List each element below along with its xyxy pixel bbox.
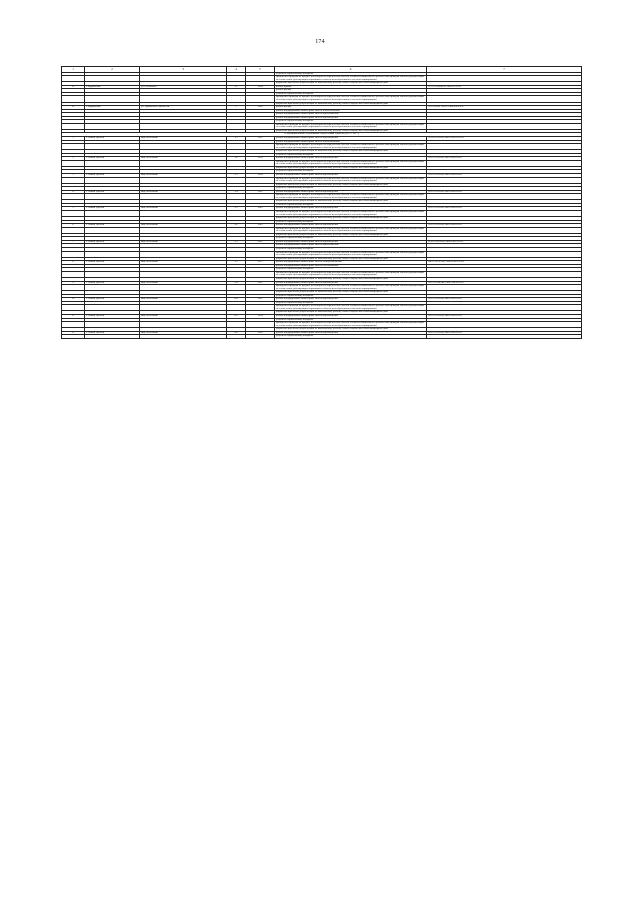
street-cell: мкр. Восточный bbox=[140, 331, 227, 335]
work-cell: проведение проверки на предмет достоверности определения сметной стоимости капитального ремонта или проверки сметной документации на соответствие действующим нормативам в области ценообразования в сметном нормировании bbox=[275, 305, 427, 311]
year-cell: 2015 bbox=[246, 261, 275, 265]
street-cell: мкр. Восточный bbox=[140, 240, 227, 244]
code-cell: П-5-5-(Ш)-ГП-ПП-СЖБ-6-0-0-0-0 bbox=[427, 106, 582, 110]
year-cell: 1993 bbox=[246, 136, 275, 140]
street-cell: мкр. Восточный bbox=[140, 190, 227, 194]
row-number: 22 bbox=[62, 85, 85, 89]
house-cell: 8/5 bbox=[227, 314, 246, 318]
year-cell: 1989 bbox=[246, 207, 275, 211]
year-cell: 1994 bbox=[246, 85, 275, 89]
work-cell: проведение проверки на предмет достоверности определения сметной стоимости капитального ремонта или проверки сметной документации на соответствие действующим нормативам в области ценообразования в сметном нормировании bbox=[275, 211, 427, 217]
code-cell: П-9-2-П-8-ПЦ-СЖБ-2/М-0-0-0-0 bbox=[427, 314, 582, 318]
work-cell: ремонт внутридомовых инженерных систем водоотведения bbox=[275, 240, 427, 244]
work-cell: проведение проверки на предмет достоверности определения сметной стоимости капитального ремонта или проверки сметной документации на соответствие действующим нормативам в области ценообразования в сметном нормировании bbox=[275, 322, 427, 328]
work-cell: ремонт внутридомовых инженерных систем газоснабжения bbox=[275, 264, 427, 268]
city-cell: г. Новый Уренгой bbox=[85, 281, 140, 285]
street-cell: мкр. Восточный bbox=[140, 136, 227, 140]
row-number: 6 bbox=[62, 224, 85, 228]
work-cell: услуги по строительному контролю bbox=[275, 120, 427, 124]
work-cell: проведение проверки на предмет достоверности определения сметной стоимости капитального ремонта или проверки сметной документации на соответствие действующим нормативам в области ценообразования в сметном нормировании bbox=[275, 285, 427, 291]
city-cell: г. Новый Уренгой bbox=[85, 157, 140, 161]
work-cell: услуги по строительному контролю bbox=[275, 170, 427, 174]
work-cell: услуги по строительному контролю bbox=[275, 248, 427, 252]
house-cell: 3/5 bbox=[227, 261, 246, 265]
year-cell: 1994 bbox=[246, 174, 275, 178]
house-cell: 1/3 bbox=[227, 136, 246, 140]
city-cell: г. Новый Уренгой bbox=[85, 240, 140, 244]
code-cell: П-9-2-П-8-ПЦ-СЖБ-2/М-0-0-0-0 bbox=[427, 224, 582, 228]
city-cell: г. Новый Уренгой bbox=[85, 314, 140, 318]
code-cell: П-9-1-П-9м-ПЦ-СЖБ-3/М-0-0-0-0 bbox=[427, 281, 582, 285]
city-cell: г. Новый Уренгой bbox=[85, 298, 140, 302]
street-cell: ул. Украинских строителей bbox=[140, 106, 227, 110]
work-cell: ремонт внутридомовых инженерных систем водоотведения bbox=[275, 190, 427, 194]
year-cell: 1996 bbox=[246, 106, 275, 110]
header-cell: 2 bbox=[85, 67, 140, 73]
work-cell: разработка проектной документации на капитальному ремонту общего имущества в многоквартирном доме bbox=[275, 150, 427, 154]
street-cell: ул. Российская bbox=[140, 85, 227, 89]
row-number bbox=[62, 335, 85, 339]
street-cell: мкр. Восточный bbox=[140, 224, 227, 228]
work-cell: услуги по строительному контролю bbox=[275, 220, 427, 224]
work-cell: услуги по строительному контролю bbox=[275, 301, 427, 305]
work-cell: разработка проектной документации на капитальному ремонту общего имущества в многоквартирном доме bbox=[275, 129, 427, 133]
work-cell: проведение проверки на предмет достоверности определения сметной стоимости капитального ремонта или проверки сметной документации на соответствие действующим нормативам в области ценообразования в сметном нормировании bbox=[275, 76, 427, 82]
work-cell: ремонт внутридомовых инженерных систем водоснабжения bbox=[275, 244, 427, 248]
work-cell: ремонт внутридомовых инженерных систем водоотведения bbox=[275, 224, 427, 228]
work-cell: услуги по строительному контролю bbox=[275, 318, 427, 322]
code-cell: П-9-3-П-8-ПЦ-СЖБ-3/М-0-0-0-0 bbox=[427, 190, 582, 194]
street-cell: мкр. Восточный bbox=[140, 298, 227, 302]
work-cell: услуги по строительному контролю bbox=[275, 153, 427, 157]
header-cell: 3 bbox=[140, 67, 227, 73]
work-cell: ремонт внутридомовых инженерных систем водоотведения bbox=[275, 314, 427, 318]
row-number: 7 bbox=[62, 240, 85, 244]
work-cell: услуги по строительному контролю bbox=[275, 72, 427, 76]
city-cell: г. Новый Уренгой bbox=[85, 331, 140, 335]
work-cell: разработка проектной документации на капитальному ремонту общего имущества в многоквартирном доме bbox=[275, 291, 427, 295]
row-number: 4 bbox=[62, 190, 85, 194]
work-cell: ремонт внутридомовых инженерных систем водоотведения bbox=[275, 136, 427, 140]
work-cell: услуги по строительному контролю bbox=[275, 335, 427, 339]
work-cell: разработка проектной документации на капитальному ремонту общего имущества в многоквартирном доме bbox=[275, 200, 427, 204]
street-cell bbox=[140, 335, 227, 339]
row-number: 8 bbox=[62, 261, 85, 265]
work-cell: ремонт внутридомовых инженерных систем водоотведения bbox=[275, 174, 427, 178]
work-cell: проведение проверки на предмет достоверности определения сметной стоимости капитального ремонта или проверки сметной документации на соответствие действующим нормативам в области ценообразования в сметном нормировании bbox=[275, 227, 427, 233]
header-cell: 4 bbox=[227, 67, 246, 73]
code-cell: П-5-4-П-8-ПЦ-СЖБ-5/М-0-0-0-0-0 bbox=[427, 136, 582, 140]
house-cell: 2/3 bbox=[227, 174, 246, 178]
house-cell: 6/4 bbox=[227, 298, 246, 302]
work-cell: ремонт крыши bbox=[275, 85, 427, 89]
city-cell: г. Муравленко bbox=[85, 85, 140, 89]
year-cell: 1989 bbox=[246, 224, 275, 228]
group-title: 8. Муниципальное образование город Новый Уренгой (2015 - 2017) bbox=[62, 133, 582, 137]
house-cell bbox=[227, 335, 246, 339]
street-cell: мкр. Восточный bbox=[140, 207, 227, 211]
row-number: 10 bbox=[62, 298, 85, 302]
work-cell: разработка проектной документации на капитальному ремонту общего имущества в многоквартирном доме bbox=[275, 183, 427, 187]
house-cell: 2/4 bbox=[227, 190, 246, 194]
work-cell: проведение проверки на предмет достоверности определения сметной стоимости капитального ремонта или проверки сметной документации на соответствие действующим нормативам в области ценообразования в сметном нормировании bbox=[275, 194, 427, 200]
work-cell: ремонт фасада bbox=[275, 89, 427, 93]
code-cell: ПК-9-3-П-9-ПЦ-СЖБ-П-М-0-0-0-0 bbox=[427, 261, 582, 265]
code-cell: П-9-5-П-8-ПЦ-СЖБ-5/М-0-0-0-0 bbox=[427, 174, 582, 178]
house-cell: 1/6 bbox=[227, 157, 246, 161]
city-cell: г. Новый Уренгой bbox=[85, 174, 140, 178]
work-cell: разработка проектной документации на капитальному ремонту общего имущества в многоквартирном доме bbox=[275, 217, 427, 221]
work-cell: ремонт внутридомовых инженерных систем электроснабжения bbox=[275, 261, 427, 265]
work-cell: ремонт внутридомовых инженерных систем водоотведения bbox=[275, 281, 427, 285]
work-cell: услуги по строительному контролю bbox=[275, 92, 427, 96]
year-cell: 1992 bbox=[246, 298, 275, 302]
street-cell: мкр. Восточный bbox=[140, 281, 227, 285]
house-cell: 2/6 bbox=[227, 224, 246, 228]
year-cell: 1994 bbox=[246, 314, 275, 318]
work-cell: проведение проверки на предмет достоверности определения сметной стоимости капитального ремонта или проверки сметной документации на соответствие действующим нормативам в области ценообразования в сметном нормировании bbox=[275, 160, 427, 166]
work-cell: разработка проектной документации на капитальному ремонту общего имущества в многоквартирном доме bbox=[275, 311, 427, 315]
code-cell: П-9-2-П-8-ПЦ-СЖБ-2/М-0-0-0-0 bbox=[427, 207, 582, 211]
street-cell: мкр. Восточный bbox=[140, 261, 227, 265]
house-cell: 3/3 bbox=[227, 240, 246, 244]
work-cell: ремонт внутридомовых инженерных систем водоотведения bbox=[275, 207, 427, 211]
city-cell bbox=[85, 335, 140, 339]
street-cell: мкр. Восточный bbox=[140, 314, 227, 318]
work-cell: ремонт внутридомовых инженерных систем водоснабжения bbox=[275, 113, 427, 117]
work-cell: разработка проектной документации на капитальному ремонту общего имущества в многоквартирном доме bbox=[275, 166, 427, 170]
house-cell: 52 bbox=[227, 85, 246, 89]
header-cell: 1 bbox=[62, 67, 85, 73]
work-cell: проведение проверки на предмет достоверности определения сметной стоимости капитального ремонта или проверки сметной документации на соответствие действующим нормативам в области ценообразования в сметном нормировании bbox=[275, 177, 427, 183]
work-cell: ремонт фасада bbox=[275, 106, 427, 110]
work-cell: ремонт внутридомовых инженерных систем водоотведения bbox=[275, 116, 427, 120]
street-cell: мкр. Восточный bbox=[140, 174, 227, 178]
year-cell: 1994 bbox=[246, 157, 275, 161]
work-cell: проведение проверки на предмет достоверности определения сметной стоимости капитального ремонта или проверки сметной документации на соответствие действующим нормативам в области ценообразования в сметном нормировании bbox=[275, 123, 427, 129]
house-cell: 2/5 bbox=[227, 207, 246, 211]
row-number: 23 bbox=[62, 106, 85, 110]
row-number: 3 bbox=[62, 174, 85, 178]
work-cell: услуги по строительному контролю bbox=[275, 294, 427, 298]
work-cell: проведение проверки на предмет достоверности определения сметной стоимости капитального ремонта или проверки сметной документации на соответствие действующим нормативам в области ценообразования в сметном нормировании bbox=[275, 96, 427, 102]
row-number: 9 bbox=[62, 281, 85, 285]
house-cell: 5/4 bbox=[227, 281, 246, 285]
work-cell: проведение проверки на предмет достоверности определения сметной стоимости капитального ремонта или проверки сметной документации на соответствие действующим нормативам в области ценообразования в сметном нормировании bbox=[275, 271, 427, 277]
row-number: 12 bbox=[62, 331, 85, 335]
code-cell bbox=[427, 335, 582, 339]
header-cell: 7 bbox=[427, 67, 582, 73]
page-number: 174 bbox=[315, 39, 325, 45]
city-cell: г. Новый Уренгой bbox=[85, 207, 140, 211]
house-cell: 8/6 bbox=[227, 331, 246, 335]
work-cell: разработка проектной документации на капитальному ремонту общего имущества в многоквартирном доме bbox=[275, 233, 427, 237]
work-cell: услуги по строительному контролю bbox=[275, 268, 427, 272]
work-cell: разработка проектной документации на капитальному ремонту общего имущества в многоквартирном доме bbox=[275, 257, 427, 261]
code-cell: П-10-3-П-9-ПЦ-СЖБ-3/М-0-0-0-0 bbox=[427, 240, 582, 244]
year-cell bbox=[246, 335, 275, 339]
work-cell: услуги по строительному контролю bbox=[275, 187, 427, 191]
year-cell: 1995 bbox=[246, 190, 275, 194]
house-cell: 1 bbox=[227, 106, 246, 110]
work-cell: ремонт внутридомовых инженерных систем водоотведения bbox=[275, 157, 427, 161]
code-cell: П-9-2-П-8-ПЦ-СЖБ-2/М-0-0-0-0 bbox=[427, 331, 582, 335]
header-cell: 5 bbox=[246, 67, 275, 73]
header-cell: 6 bbox=[275, 67, 427, 73]
city-cell: г. Новый Уренгой bbox=[85, 136, 140, 140]
work-cell: разработка проектной документации на капитальному ремонту общего имущества в многоквартирном доме bbox=[275, 82, 427, 86]
city-cell: г. Новый Уренгой bbox=[85, 261, 140, 265]
work-cell: разработка проектной документации на капитальному ремонту общего имущества в многоквартирном доме bbox=[275, 328, 427, 332]
row-number: 2 bbox=[62, 157, 85, 161]
work-cell: ремонт внутридомовых инженерных систем теплоснабжения bbox=[275, 109, 427, 113]
code-cell: П-9-3-П-8-ПЦ-СЖБ-3/М-0-0-0-0 bbox=[427, 157, 582, 161]
work-cell: проведение проверки на предмет достоверности определения сметной стоимости капитального ремонта или проверки сметной документации на соответствие действующим нормативам в области ценообразования в сметном нормировании bbox=[275, 251, 427, 257]
city-cell: г. Новый Уренгой bbox=[85, 190, 140, 194]
capital-repair-table bbox=[61, 66, 582, 339]
row-number: 1 bbox=[62, 136, 85, 140]
city-cell: г. Новый Уренгой bbox=[85, 224, 140, 228]
work-cell: услуги по строительному контролю bbox=[275, 237, 427, 241]
city-cell: г. Муравленко bbox=[85, 106, 140, 110]
work-cell: ремонт внутридомовых инженерных систем теплоснабжения bbox=[275, 140, 427, 144]
work-cell: ремонт внутридомовых инженерных систем водоотведения bbox=[275, 331, 427, 335]
code-cell: П-7-5-П-(Ш)ПП-СЖБ-6-0-0-0-0 bbox=[427, 85, 582, 89]
row-number: 11 bbox=[62, 314, 85, 318]
year-cell: 1996 bbox=[246, 331, 275, 335]
code-cell: П-9-2-П-8-ПЦ-СЖБ-3/М-0-0-0-0 bbox=[427, 298, 582, 302]
year-cell: 2005 bbox=[246, 281, 275, 285]
work-cell: услуги по строительному контролю bbox=[275, 203, 427, 207]
work-cell: ремонт внутридомовых инженерных систем водоотведения bbox=[275, 298, 427, 302]
work-cell: разработка проектной документации на капитальному ремонту общего имущества в многоквартирном доме bbox=[275, 277, 427, 281]
work-cell: проведение проверки на предмет достоверности определения сметной стоимости капитального ремонта или проверки сметной документации на соответствие действующим нормативам в области ценообразования в сметном нормировании bbox=[275, 144, 427, 150]
street-cell: мкр. Восточный bbox=[140, 157, 227, 161]
year-cell: 2003 bbox=[246, 240, 275, 244]
work-cell: разработка проектной документации на капитальному ремонту общего имущества в многоквартирном доме bbox=[275, 102, 427, 106]
row-number: 5 bbox=[62, 207, 85, 211]
table-row bbox=[62, 335, 582, 339]
